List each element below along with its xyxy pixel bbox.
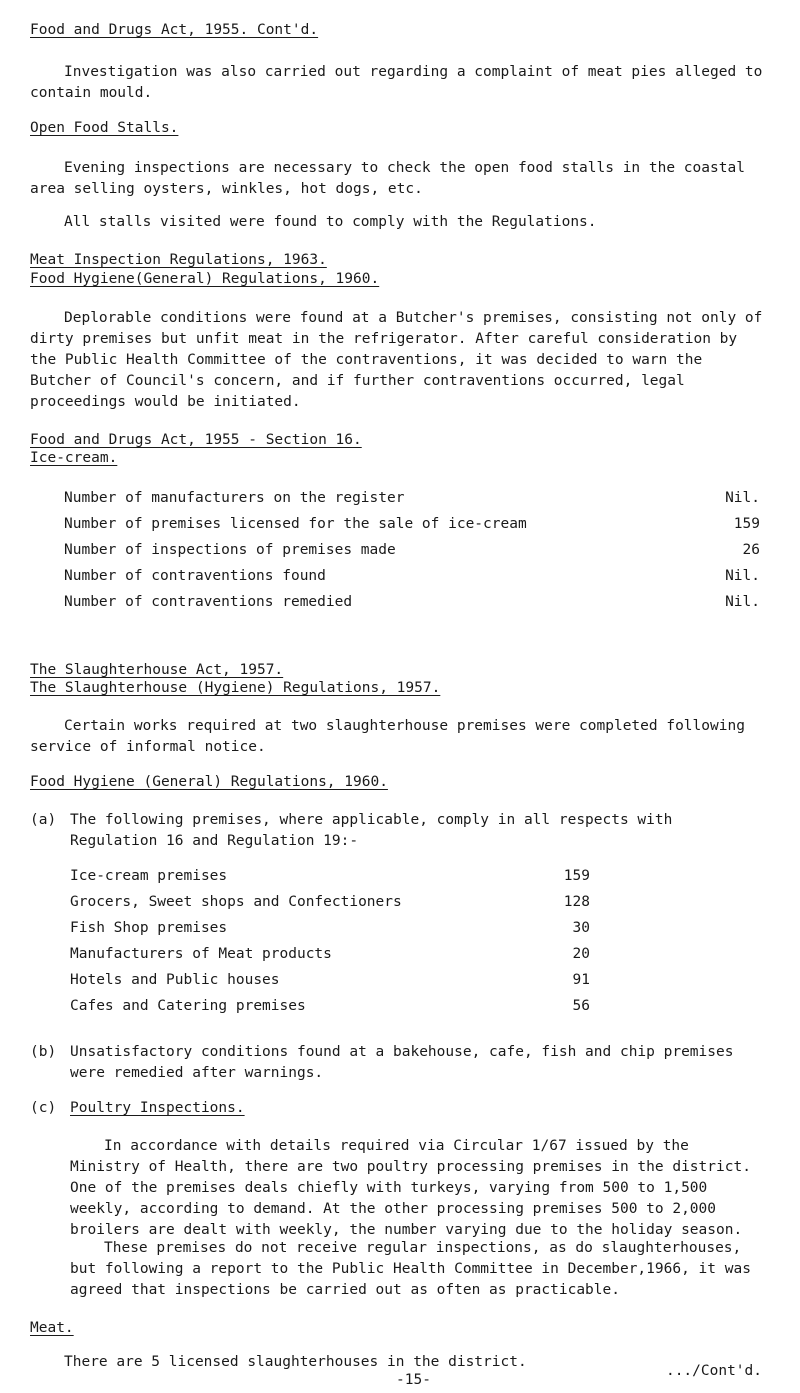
heading-food-hygiene-regulations-2: Food Hygiene (General) Regulations, 1960. bbox=[30, 774, 388, 790]
heading-food-drugs-section-16: Food and Drugs Act, 1955 - Section 16. bbox=[30, 432, 362, 448]
paragraph-meat-pies: Investigation was also carried out regarding a complaint of meat pies alleged to contain mould. bbox=[30, 64, 763, 101]
item-c-label: (c) bbox=[30, 1100, 57, 1116]
item-label: Cafes and Catering premises bbox=[70, 998, 306, 1014]
list-item bbox=[70, 866, 590, 892]
heading-food-drugs-cont: Food and Drugs Act, 1955. Cont'd. bbox=[30, 22, 319, 38]
item-value: 91 bbox=[572, 972, 590, 988]
row-label: Number of contraventions remedied bbox=[64, 594, 353, 610]
item-b-text: Unsatisfactory conditions found at a bakehouse, cafe, fish and chip premises were remedied after warnings. bbox=[70, 1044, 734, 1081]
paragraph-evening-inspections: Evening inspections are necessary to check the open food stalls in the coastal area selling oysters, winkles, hot dogs, etc. bbox=[30, 160, 745, 197]
table-row bbox=[64, 592, 760, 618]
item-label: Ice-cream premises bbox=[70, 868, 228, 884]
row-label: Number of contraventions found bbox=[64, 568, 326, 584]
heading-open-food-stalls: Open Food Stalls. bbox=[30, 120, 179, 136]
paragraph-poultry-inspections: These premises do not receive regular inspections, as do slaughterhouses, but following a report to the Public Health Committee in December,1966, it was agreed that inspections be carried out as often as practicable. bbox=[70, 1240, 751, 1298]
row-label: Number of inspections of premises made bbox=[64, 542, 396, 558]
paragraph-stalls-comply: All stalls visited were found to comply with the Regulations. bbox=[64, 214, 597, 230]
item-label: Grocers, Sweet shops and Confectioners bbox=[70, 894, 402, 910]
item-a-label: (a) bbox=[30, 812, 57, 828]
row-value: Nil. bbox=[725, 568, 760, 584]
heading-slaughterhouse-act: The Slaughterhouse Act, 1957. bbox=[30, 662, 284, 678]
item-a-text: The following premises, where applicable, comply in all respects with Regulation 16 and Regulation 19:- bbox=[70, 812, 673, 849]
premises-list bbox=[70, 866, 590, 1022]
row-label: Number of premises licensed for the sale of ice-cream bbox=[64, 516, 527, 532]
item-label: Fish Shop premises bbox=[70, 920, 228, 936]
item-value: 56 bbox=[572, 998, 590, 1014]
row-value: Nil. bbox=[725, 594, 760, 610]
heading-meat: Meat. bbox=[30, 1320, 74, 1336]
list-item bbox=[70, 892, 590, 918]
row-value: Nil. bbox=[725, 490, 760, 506]
table-row bbox=[64, 540, 760, 566]
item-value: 20 bbox=[572, 946, 590, 962]
paragraph-licensed-slaughterhouses: There are 5 licensed slaughterhouses in the district. bbox=[64, 1354, 527, 1370]
item-value: 159 bbox=[563, 868, 590, 884]
heading-poultry-inspections: Poultry Inspections. bbox=[70, 1100, 245, 1116]
paragraph-poultry-premises: In accordance with details required via Circular 1/67 issued by the Ministry of Health, there are two poultry processing premises in the district. One of the premises deals chiefly with turkeys, varying from 500 to 1,500 weekly, according to demand. At the other processing premises 500 to 2,000 broilers are dealt with weekly, the number varying due to the holiday season. bbox=[70, 1138, 751, 1238]
row-label: Number of manufacturers on the register bbox=[64, 490, 405, 506]
table-row bbox=[64, 488, 760, 514]
continued-marker: .../Cont'd. bbox=[665, 1363, 762, 1379]
item-value: 128 bbox=[563, 894, 590, 910]
list-item bbox=[70, 944, 590, 970]
row-value: 26 bbox=[742, 542, 760, 558]
item-value: 30 bbox=[572, 920, 590, 936]
list-item bbox=[70, 970, 590, 996]
table-row bbox=[64, 514, 760, 540]
page-number: -15- bbox=[396, 1372, 431, 1388]
paragraph-butcher-premises: Deplorable conditions were found at a Butcher's premises, consisting not only of dirty premises but unfit meat in the refrigerator. After careful consideration by the Public Health Committee of the contraventions, it was decided to warn the Butcher of Council's concern, and if further contraventions occurred, legal proceedings would be initiated. bbox=[30, 310, 763, 410]
heading-ice-cream: Ice-cream. bbox=[30, 450, 118, 466]
item-label: Manufacturers of Meat products bbox=[70, 946, 332, 962]
item-b-label: (b) bbox=[30, 1044, 57, 1060]
paragraph-slaughterhouse-works: Certain works required at two slaughterhouse premises were completed following service of informal notice. bbox=[30, 718, 745, 755]
item-label: Hotels and Public houses bbox=[70, 972, 280, 988]
list-item bbox=[70, 996, 590, 1022]
ice-cream-table bbox=[64, 488, 760, 618]
heading-food-hygiene-regulations: Food Hygiene(General) Regulations, 1960. bbox=[30, 271, 380, 287]
heading-slaughterhouse-regulations: The Slaughterhouse (Hygiene) Regulations, 1957. bbox=[30, 680, 441, 696]
table-row bbox=[64, 566, 760, 592]
row-value: 159 bbox=[733, 516, 760, 532]
heading-meat-inspection-regulations: Meat Inspection Regulations, 1963. bbox=[30, 252, 327, 268]
list-item bbox=[70, 918, 590, 944]
